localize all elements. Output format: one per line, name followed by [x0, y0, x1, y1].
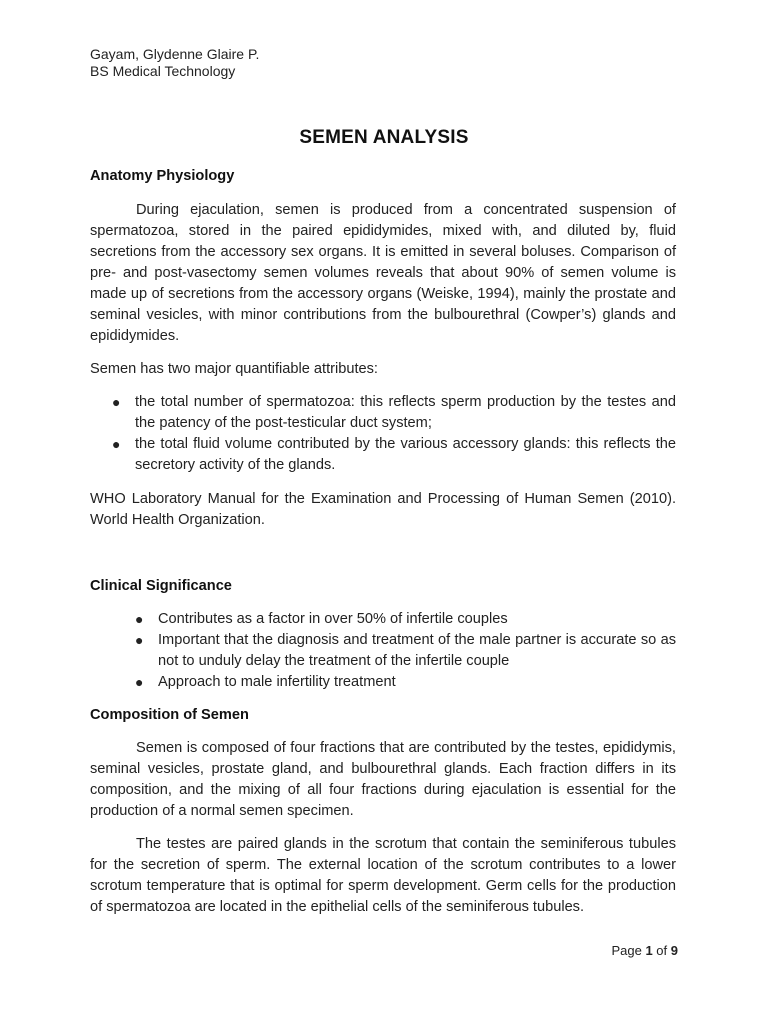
current-page: 1 [645, 943, 653, 958]
bullet-icon: ● [135, 674, 144, 690]
list-item-text: Important that the diagnosis and treatment of the male partner is accurate so as not to unduly delay the treatment of the infertile couple [158, 632, 676, 669]
anatomy-paragraph-2: Semen has two major quantifiable attributes: [90, 361, 378, 377]
program-name: BS Medical Technology [90, 63, 236, 79]
list-item-text: the total fluid volume contributed by the various accessory glands: this reflects the secretory activity of the glands. [135, 436, 676, 473]
composition-paragraph-2: The testes are paired glands in the scrotum that contain the seminiferous tubules for the secretion of sperm. The external location of the scrotum contributes to a lower scrotum temperature that is optimal for sperm development. Germ cells for the production of spermatozoa are located in the epithelial cells of the seminiferous tubules. [90, 836, 676, 915]
list-item [90, 609, 676, 630]
bullet-icon: ● [135, 632, 144, 648]
list-item-text: Contributes as a factor in over 50% of infertile couples [158, 611, 508, 627]
list-item [90, 392, 676, 434]
clinical-list [90, 609, 676, 693]
list-item-text: Approach to male infertility treatment [158, 674, 396, 690]
reference-citation: WHO Laboratory Manual for the Examination and Processing of Human Semen (2010). World Health Organization. [90, 491, 676, 528]
composition-paragraph-1: Semen is composed of four fractions that are contributed by the testes, epididymis, seminal vesicles, prostate gland, and bulbourethral glands. Each fraction differs in its composition, and the mixing of all four fractions during ejaculation is essential for the production of a normal semen specimen. [90, 740, 676, 819]
list-item-text: the total number of spermatozoa: this reflects sperm production by the testes and the patency of the post-testicular duct system; [135, 394, 676, 431]
list-item [90, 630, 676, 672]
anatomy-paragraph-1: During ejaculation, semen is produced from a concentrated suspension of spermatozoa, stored in the paired epididymides, mixed with, and diluted by, fluid secretions from the accessory sex organs. It is emitted in several boluses. Comparison of pre- and post-vasectomy semen volumes reveals that about 90% of semen volume is made up of secretions from the accessory organs (Weiske, 1994), mainly the prostate and seminal vesicles, with minor contributions from the bulbourethral (Cowper’s) glands and epididymides. [90, 202, 676, 344]
bullet-icon: ● [112, 394, 121, 410]
bullet-icon: ● [135, 611, 144, 627]
of-word: of [656, 943, 668, 958]
anatomy-heading: Anatomy Physiology [90, 168, 235, 184]
bullet-icon: ● [112, 436, 121, 452]
page-title: SEMEN ANALYSIS [299, 127, 469, 148]
list-item [90, 672, 676, 693]
page-word: Page [611, 943, 642, 958]
author-name: Gayam, Glydenne Glaire P. [90, 46, 260, 62]
clinical-heading: Clinical Significance [90, 578, 232, 594]
composition-heading: Composition of Semen [90, 707, 249, 723]
list-item [90, 434, 676, 476]
attributes-list [90, 392, 676, 476]
document-body [90, 166, 676, 918]
page-number [611, 943, 678, 958]
total-pages: 9 [670, 943, 678, 958]
